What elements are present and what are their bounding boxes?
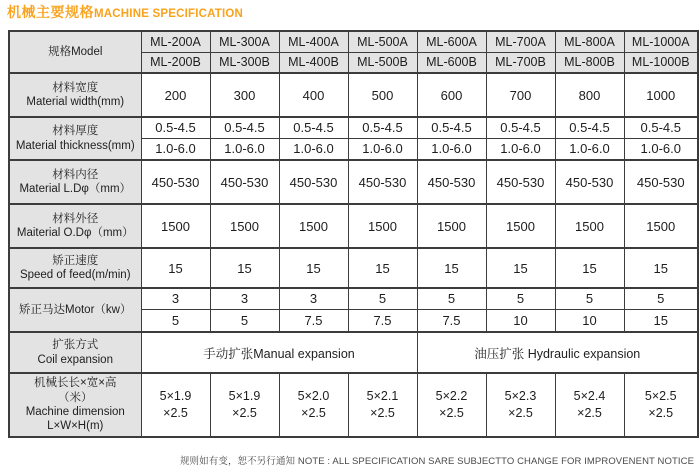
width-cell: 500 [348,73,417,117]
page-title-chinese: 机械主要规格 [7,4,94,20]
speed-cell: 15 [348,248,417,288]
model-cell: ML-400A [279,31,348,52]
outer-diameter-cell: 1500 [210,204,279,248]
thickness-cell: 1.0-6.0 [624,138,698,160]
page-title-english: MACHINE SPECIFICATION [94,8,244,20]
outer-diameter-cell: 1500 [624,204,698,248]
motor-cell: 5 [210,309,279,332]
inner-diameter-cell: 450-530 [624,160,698,204]
dimension-cell: 5×2.1 ×2.5 [348,373,417,437]
thickness-cell: 1.0-6.0 [417,138,486,160]
model-cell: ML-400B [279,52,348,73]
speed-cell: 15 [417,248,486,288]
motor-cell: 7.5 [417,309,486,332]
expansion-hydraulic-cell: 油压扩张 Hydraulic expansion [417,332,698,373]
dimension-cell: 5×1.9 ×2.5 [141,373,210,437]
inner-diameter-cell: 450-530 [486,160,555,204]
width-cell: 700 [486,73,555,117]
thickness-cell: 0.5-4.5 [210,117,279,138]
spec-table-body [9,31,698,437]
motor-cell: 3 [141,288,210,309]
inner-diameter-cell: 450-530 [210,160,279,204]
outer-diameter-cell: 1500 [417,204,486,248]
model-cell: ML-1000A [624,31,698,52]
thickness-cell: 1.0-6.0 [348,138,417,160]
motor-cell: 5 [555,288,624,309]
model-cell: ML-800A [555,31,624,52]
thickness-cell: 0.5-4.5 [624,117,698,138]
speed-cell: 15 [279,248,348,288]
thickness-cell: 1.0-6.0 [210,138,279,160]
model-cell: ML-800B [555,52,624,73]
thickness-cell: 0.5-4.5 [348,117,417,138]
motor-cell: 3 [210,288,279,309]
dimension-cell: 5×2.5 ×2.5 [624,373,698,437]
motor-cell: 10 [555,309,624,332]
row-label-outer-diameter: 材料外径 Maiterial O.Dφ（mm） [9,204,141,248]
inner-diameter-cell: 450-530 [417,160,486,204]
thickness-cell: 0.5-4.5 [141,117,210,138]
model-cell: ML-300B [210,52,279,73]
dimension-cell: 5×2.3 ×2.5 [486,373,555,437]
footer-note: 规则如有变，恕不另行通知 NOTE : ALL SPECIFICATION SARE SUBJECTTO CHANGE FOR IMPROVENENT NOTICE [179,456,694,467]
speed-cell: 15 [141,248,210,288]
model-cell: ML-300A [210,31,279,52]
width-cell: 300 [210,73,279,117]
inner-diameter-cell: 450-530 [141,160,210,204]
motor-cell: 5 [624,288,698,309]
dimension-cell: 5×1.9 ×2.5 [210,373,279,437]
model-cell: ML-500B [348,52,417,73]
outer-diameter-cell: 1500 [141,204,210,248]
speed-cell: 15 [624,248,698,288]
model-cell: ML-600B [417,52,486,73]
machine-specification-table [8,30,699,438]
row-label-width: 材料宽度 Material width(mm) [9,73,141,117]
dimension-cell: 5×2.4 ×2.5 [555,373,624,437]
model-cell: ML-700B [486,52,555,73]
motor-cell: 7.5 [348,309,417,332]
width-cell: 400 [279,73,348,117]
row-label-motor: 矫正马达Motor（kw） [9,288,141,332]
row-label-model: 规格Model [9,31,141,73]
row-label-inner-diameter: 材料内径 Material L.Dφ（mm） [9,160,141,204]
expansion-manual-cell: 手动扩张Manual expansion [141,332,417,373]
motor-cell: 15 [624,309,698,332]
motor-cell: 3 [279,288,348,309]
width-cell: 1000 [624,73,698,117]
thickness-cell: 0.5-4.5 [555,117,624,138]
thickness-cell: 0.5-4.5 [417,117,486,138]
outer-diameter-cell: 1500 [348,204,417,248]
width-cell: 800 [555,73,624,117]
motor-cell: 5 [417,288,486,309]
thickness-cell: 0.5-4.5 [279,117,348,138]
outer-diameter-cell: 1500 [555,204,624,248]
speed-cell: 15 [210,248,279,288]
width-cell: 200 [141,73,210,117]
outer-diameter-cell: 1500 [279,204,348,248]
inner-diameter-cell: 450-530 [348,160,417,204]
speed-cell: 15 [555,248,624,288]
row-label-speed: 矫正速度 Speed of feed(m/min) [9,248,141,288]
model-cell: ML-1000B [624,52,698,73]
model-cell: ML-200A [141,31,210,52]
dimension-cell: 5×2.0 ×2.5 [279,373,348,437]
outer-diameter-cell: 1500 [486,204,555,248]
thickness-cell: 0.5-4.5 [486,117,555,138]
thickness-cell: 1.0-6.0 [555,138,624,160]
motor-cell: 7.5 [279,309,348,332]
width-cell: 600 [417,73,486,117]
motor-cell: 5 [348,288,417,309]
motor-cell: 5 [141,309,210,332]
thickness-cell: 1.0-6.0 [279,138,348,160]
inner-diameter-cell: 450-530 [555,160,624,204]
thickness-cell: 1.0-6.0 [141,138,210,160]
thickness-cell: 1.0-6.0 [486,138,555,160]
dimension-cell: 5×2.2 ×2.5 [417,373,486,437]
motor-cell: 5 [486,288,555,309]
row-label-dimension: 机械长长×宽×高 （米） Machine dimension L×W×H(m) [9,373,141,437]
motor-cell: 10 [486,309,555,332]
model-cell: ML-600A [417,31,486,52]
model-cell: ML-700A [486,31,555,52]
model-cell: ML-500A [348,31,417,52]
speed-cell: 15 [486,248,555,288]
inner-diameter-cell: 450-530 [279,160,348,204]
row-label-expansion: 扩张方式 Coil expansion [9,332,141,373]
row-label-thickness: 材料厚度 Material thickness(mm) [9,117,141,160]
model-cell: ML-200B [141,52,210,73]
page-title [7,2,243,22]
